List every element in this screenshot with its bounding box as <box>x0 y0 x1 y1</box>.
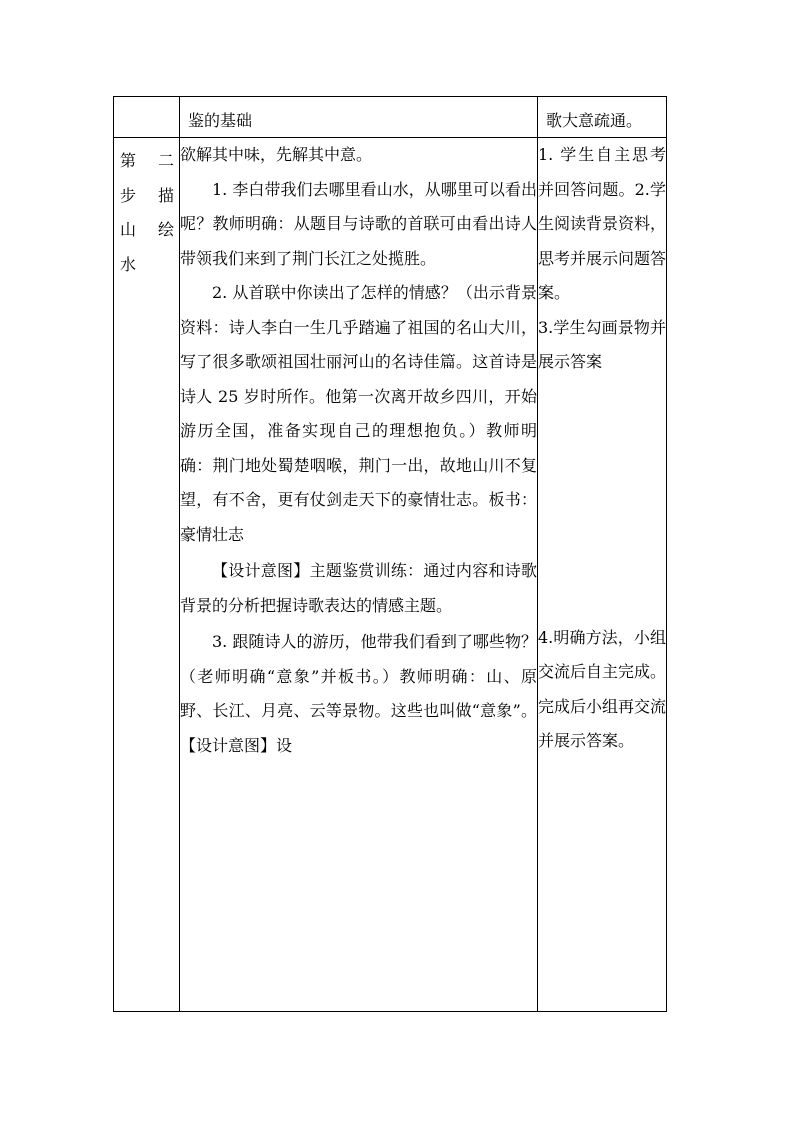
step-char: 山 <box>120 220 137 239</box>
activity-paragraph-2: 3.学生勾画景物并展示答案 <box>538 317 666 371</box>
step-char: 第 <box>120 151 137 170</box>
content-paragraph-intro: 欲解其中味，先解其中意。 <box>180 145 373 164</box>
header-content-text: 鉴的基础 <box>188 111 253 130</box>
step-line <box>120 179 174 214</box>
header-step-text <box>114 97 179 108</box>
content-paragraph-question-3: 3. 跟随诗人的游历，他带我们看到了哪些物？（老师明确“意象”并板书。）教师明确：山、原野、长江、月亮、云等景物。这些也叫做“意象”。【设计意图】设 <box>180 632 537 755</box>
header-activity-text: 歌大意疏通。 <box>546 111 643 130</box>
content-paragraph-design-intent: 【设计意图】主题鉴赏训练：通过内容和诗歌背景的分析把握诗歌表达的情感主题。 <box>180 561 537 615</box>
step-char: 绘 <box>157 220 174 239</box>
table-row-step-2 <box>114 138 667 1012</box>
content-paragraph-question-2: 2. 从首联中你读出了怎样的情感？（出示背景资料：诗人李白一生几乎踏遍了祖国的名山大川，写了很多歌颂祖国壮丽河山的名诗佳篇。这首诗是诗人 25 岁时所作。他第一次离开故乡四川，开始游历全国，准备实现自己的理想抱负。）教师明确：荆门地处蜀楚咽喉，荆门一出，故地山川不复望，有不舍，更有仗剑走天下的豪情壮志。板书：豪情壮志 <box>180 283 537 544</box>
content-cell <box>180 138 538 1012</box>
header-cell-content <box>180 97 538 138</box>
table-row-header <box>114 97 667 138</box>
step-char: 二 <box>157 151 174 170</box>
activity-cell <box>538 138 667 1012</box>
step-line <box>120 144 174 179</box>
step-cell <box>114 138 180 1012</box>
step-title <box>114 138 179 282</box>
step-line <box>120 213 174 248</box>
header-cell-step <box>114 97 180 138</box>
header-cell-activity <box>538 97 667 138</box>
content-paragraph-question-1: 1. 李白带我们去哪里看山水，从哪里可以看出呢？教师明确：从题目与诗歌的首联可由看出诗人带领我们来到了荆门长江之处揽胜。 <box>180 179 537 268</box>
activity-paragraph-1: 1. 学生自主思考并回答问题。2.学生阅读背景资料，思考并展示问题答案。 <box>538 145 667 302</box>
activity-paragraph-3: 4.明确方法，小组交流后自主完成。完成后小组再交流并展示答案。 <box>538 627 667 750</box>
step-char: 水 <box>120 254 137 274</box>
step-line <box>120 248 174 283</box>
lesson-plan-table <box>113 96 667 1012</box>
step-char: 步 <box>120 185 137 205</box>
step-char: 描 <box>157 185 174 205</box>
